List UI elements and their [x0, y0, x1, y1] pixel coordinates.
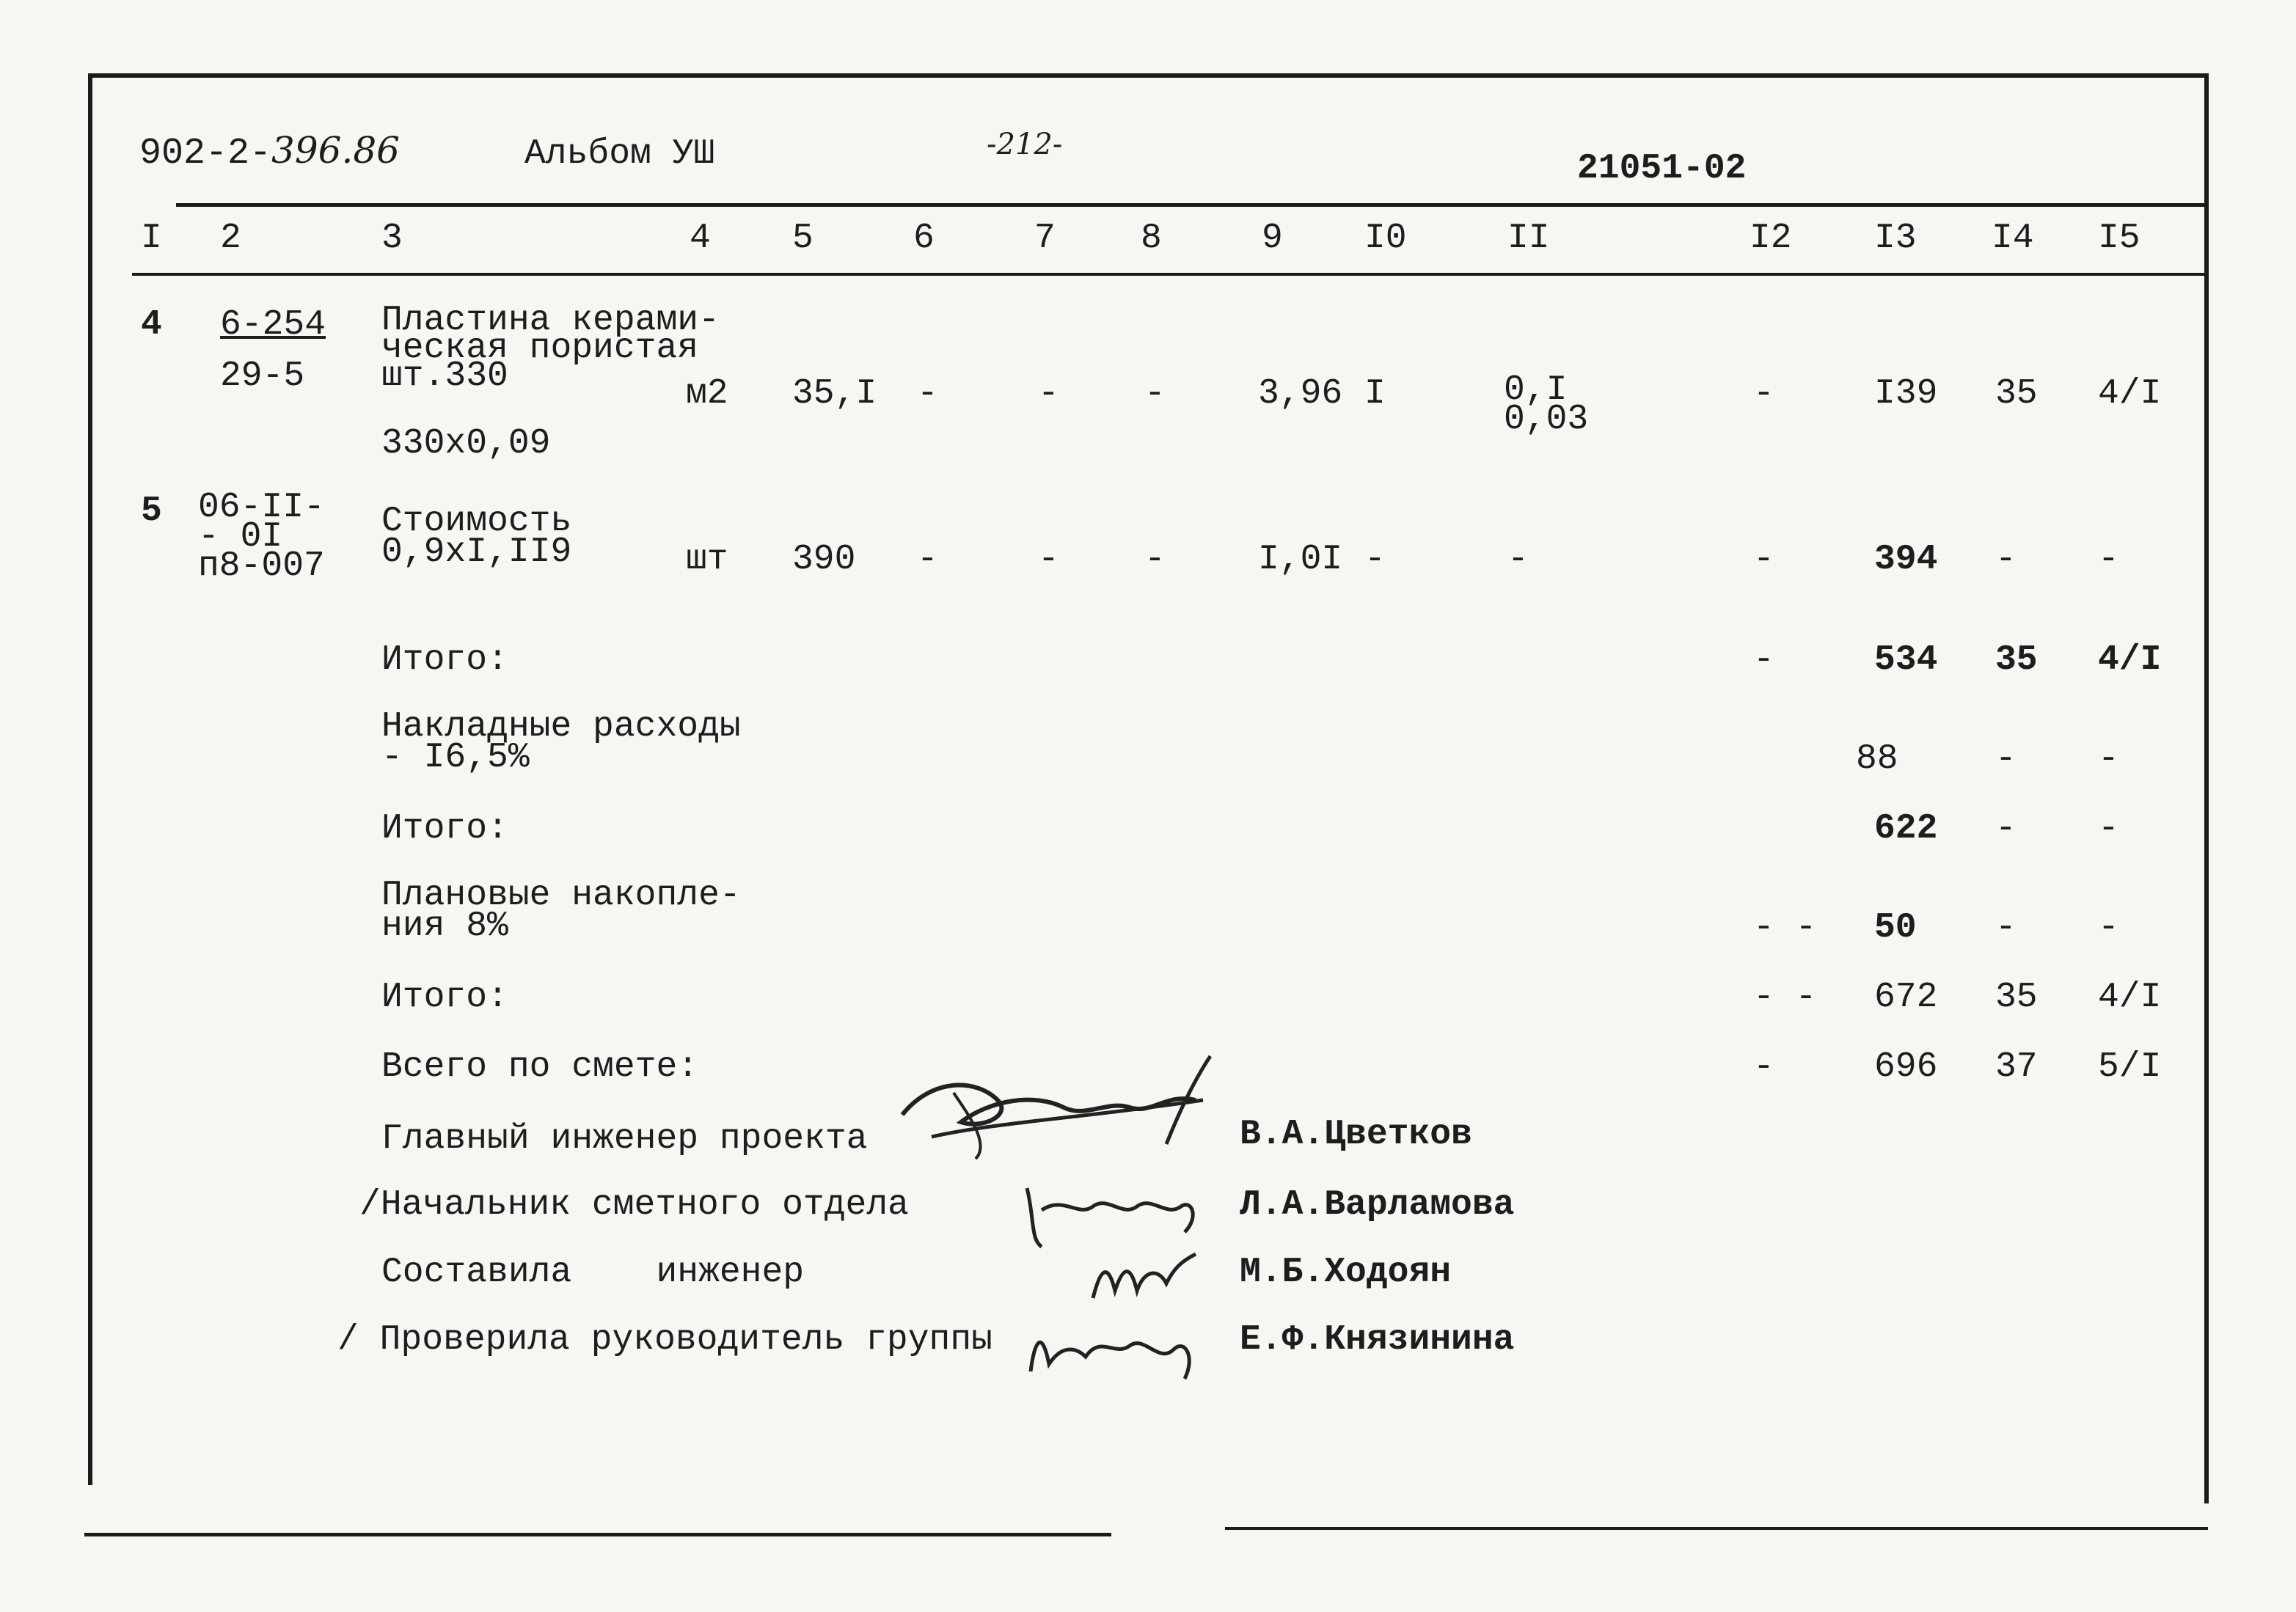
frame-right-border: [2204, 73, 2209, 1503]
frame-bottom-border-left: [84, 1533, 1111, 1536]
cell-c6: -: [917, 540, 938, 579]
row-unit: м2: [686, 374, 728, 414]
cell-c10: -: [1364, 540, 1386, 579]
planned-savings-c13: 50: [1874, 908, 1917, 948]
frame-bottom-border-right: [1225, 1527, 2208, 1530]
col-header-11: II: [1507, 219, 1550, 258]
col-header-2: 2: [220, 219, 241, 258]
cell-c13: I39: [1874, 374, 1938, 414]
col-header-12: I2: [1750, 219, 1792, 258]
total-c12: -: [1753, 640, 1774, 680]
signature-role: Главный инженер проекта: [381, 1119, 868, 1159]
row-code-bottom: 29-5: [220, 356, 305, 396]
overhead-c14: -: [1995, 739, 2017, 779]
cell-c15: -: [2098, 540, 2119, 579]
overhead-c15: -: [2098, 739, 2119, 779]
total-c15: 4/I: [2098, 978, 2162, 1017]
col-header-15: I5: [2098, 219, 2140, 258]
header-rule: [176, 203, 2209, 207]
signature-engineer: [1086, 1239, 1203, 1313]
total-label: Итого:: [381, 640, 508, 680]
signature-name: В.А.Цветков: [1240, 1115, 1472, 1154]
signature-role: Составила инженер: [381, 1253, 805, 1292]
total-c14: -: [1995, 809, 2017, 849]
col-header-8: 8: [1141, 219, 1162, 258]
col-header-4: 4: [690, 219, 711, 258]
cell-c11: 0,I 0,03: [1504, 370, 1589, 439]
album-label: Альбом УШ: [524, 134, 715, 174]
grand-total-c12: -: [1753, 1047, 1774, 1087]
frame-left-border: [88, 77, 92, 1485]
cell-c8: -: [1144, 540, 1166, 579]
row-code-top: 6-254: [220, 305, 326, 345]
row-description: Стоимость 0,9xI,II9: [381, 502, 572, 572]
signature-chief-engineer: [888, 1049, 1232, 1181]
total-c15: -: [2098, 809, 2119, 849]
cell-c8: -: [1144, 374, 1166, 414]
cell-c12: -: [1753, 540, 1774, 579]
cell-c5: 35,I: [792, 374, 877, 414]
col-header-10: I0: [1364, 219, 1407, 258]
col-header-6: 6: [913, 219, 935, 258]
overhead-c13: 88: [1856, 739, 1898, 779]
cell-c15: 4/I: [2098, 374, 2162, 414]
cell-c13: 394: [1874, 540, 1938, 579]
cell-c5: 390: [792, 540, 856, 579]
total-c13: 622: [1874, 809, 1938, 849]
cell-c7: -: [1038, 540, 1059, 579]
col-header-9: 9: [1262, 219, 1283, 258]
planned-savings-c15: -: [2098, 908, 2119, 948]
col-header-7: 7: [1034, 219, 1056, 258]
total-c13: 534: [1874, 640, 1938, 680]
column-header-rule: [132, 273, 2209, 276]
grand-total-c14: 37: [1995, 1047, 2038, 1087]
signature-name: М.Б.Ходоян: [1240, 1253, 1452, 1292]
document-number: 21051-02: [1577, 149, 1747, 188]
grand-total-label: Всего по смете:: [381, 1047, 699, 1087]
row-description: Пластина керами- ческая пористая шт.330: [381, 301, 720, 396]
signature-group-lead: [1020, 1305, 1210, 1386]
col-header-14: I4: [1992, 219, 2034, 258]
grand-total-c15: 5/I: [2098, 1047, 2162, 1087]
col-header-3: 3: [381, 219, 403, 258]
planned-savings-c12: - -: [1753, 908, 1817, 948]
col-header-1: I: [141, 219, 162, 258]
grand-total-c13: 696: [1874, 1047, 1938, 1087]
col-header-5: 5: [792, 219, 814, 258]
row-number: 5: [141, 491, 162, 531]
cell-c6: -: [917, 374, 938, 414]
signature-role: / Проверила руководитель группы: [337, 1320, 992, 1360]
overhead-label: Накладные расходы - I6,5%: [381, 707, 741, 777]
cell-c14: -: [1995, 540, 2017, 579]
cell-c11: -: [1507, 540, 1529, 579]
project-code: 902-2-396.86: [139, 129, 400, 175]
planned-savings-label: Плановые накопле- ния 8%: [381, 876, 741, 946]
total-c14: 35: [1995, 640, 2038, 680]
cell-c12: -: [1753, 374, 1774, 414]
total-label: Итого:: [381, 978, 508, 1017]
total-c14: 35: [1995, 978, 2038, 1017]
signature-role: /Начальник сметного отдела: [359, 1185, 909, 1225]
cell-c9: 3,96: [1258, 374, 1343, 414]
cell-c7: -: [1038, 374, 1059, 414]
row-code: 06-II- - 0I п8-007: [198, 488, 325, 586]
row-dimensions: 330x0,09: [381, 424, 551, 464]
cell-c9: I,0I: [1258, 540, 1343, 579]
signature-name: Л.А.Варламова: [1240, 1185, 1515, 1225]
planned-savings-c14: -: [1995, 908, 2017, 948]
row-unit: шт: [686, 540, 728, 579]
total-c12: - -: [1753, 978, 1817, 1017]
total-c13: 672: [1874, 978, 1938, 1017]
cell-c14: 35: [1995, 374, 2038, 414]
page-number: -212-: [987, 128, 1063, 161]
cell-c10: I: [1364, 374, 1386, 414]
row-number: 4: [141, 305, 162, 345]
total-c15: 4/I: [2098, 640, 2162, 680]
frame-top-border: [88, 73, 2209, 78]
col-header-13: I3: [1874, 219, 1917, 258]
signature-name: Е.Ф.Князинина: [1240, 1320, 1515, 1360]
total-label: Итого:: [381, 809, 508, 849]
